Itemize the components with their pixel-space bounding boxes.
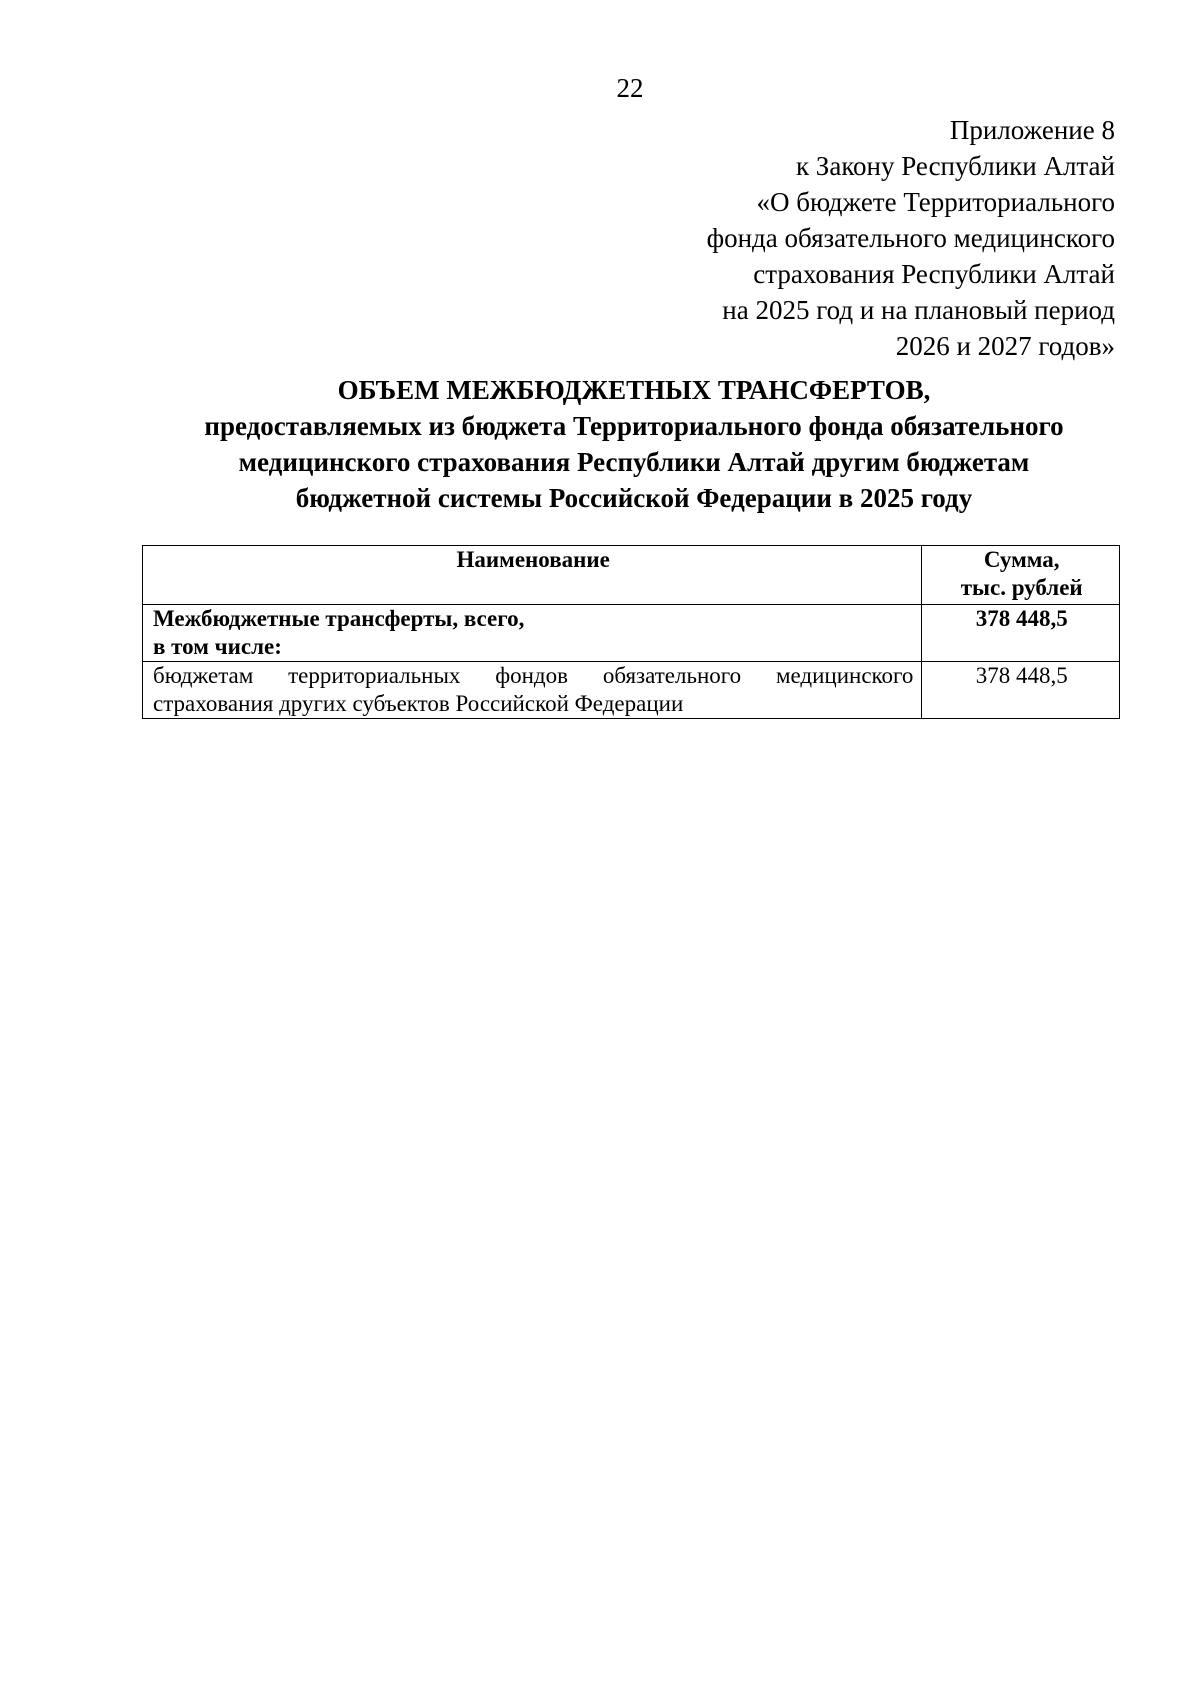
row-sum-cell: 378 448,5 [922, 605, 1120, 662]
appendix-line: 2026 и 2027 годов» [895, 331, 1115, 361]
appendix-line: Приложение 8 [949, 115, 1115, 145]
header-sum-line1: Сумма, [983, 547, 1060, 572]
appendix-line: «О бюджете Территориального [756, 187, 1115, 217]
row-name-cell [143, 605, 922, 662]
header-name-label: Наименование [456, 547, 610, 572]
appendix-line: на 2025 год и на плановый период [722, 295, 1115, 325]
row-sum-cell: 378 448,5 [922, 662, 1120, 719]
appendix-line: к Закону Республики Алтай [795, 151, 1115, 181]
table-row [143, 605, 1120, 662]
row-name-line2: в том числе: [153, 634, 282, 659]
title-line: бюджетной системы Российской Федерации в 2025 году [295, 483, 973, 513]
header-sum [922, 546, 1120, 605]
appendix-line: страхования Республики Алтай [753, 259, 1115, 289]
row-name-cell: бюджетам территориальных фондов обязательного медицинского страхования других субъектов Российской Федерации [143, 662, 922, 719]
appendix-reference [707, 112, 1115, 364]
appendix-line: фонда обязательного медицинского [706, 223, 1115, 253]
title-line: ОБЪЕМ МЕЖБЮДЖЕТНЫХ ТРАНСФЕРТОВ, [337, 375, 931, 405]
document-title [144, 372, 1124, 516]
header-name [143, 546, 922, 605]
transfers-table [142, 545, 1120, 719]
row-name-line1: Межбюджетные трансферты, всего, [153, 606, 525, 631]
page-number: 22 [616, 73, 644, 103]
table-row [143, 662, 1120, 719]
header-sum-line2: тыс. рублей [960, 575, 1083, 600]
table-header-row [143, 546, 1120, 605]
title-line: предоставляемых из бюджета Территориального фонда обязательного [204, 411, 1064, 441]
title-line: медицинского страхования Республики Алтай другим бюджетам [238, 447, 1030, 477]
